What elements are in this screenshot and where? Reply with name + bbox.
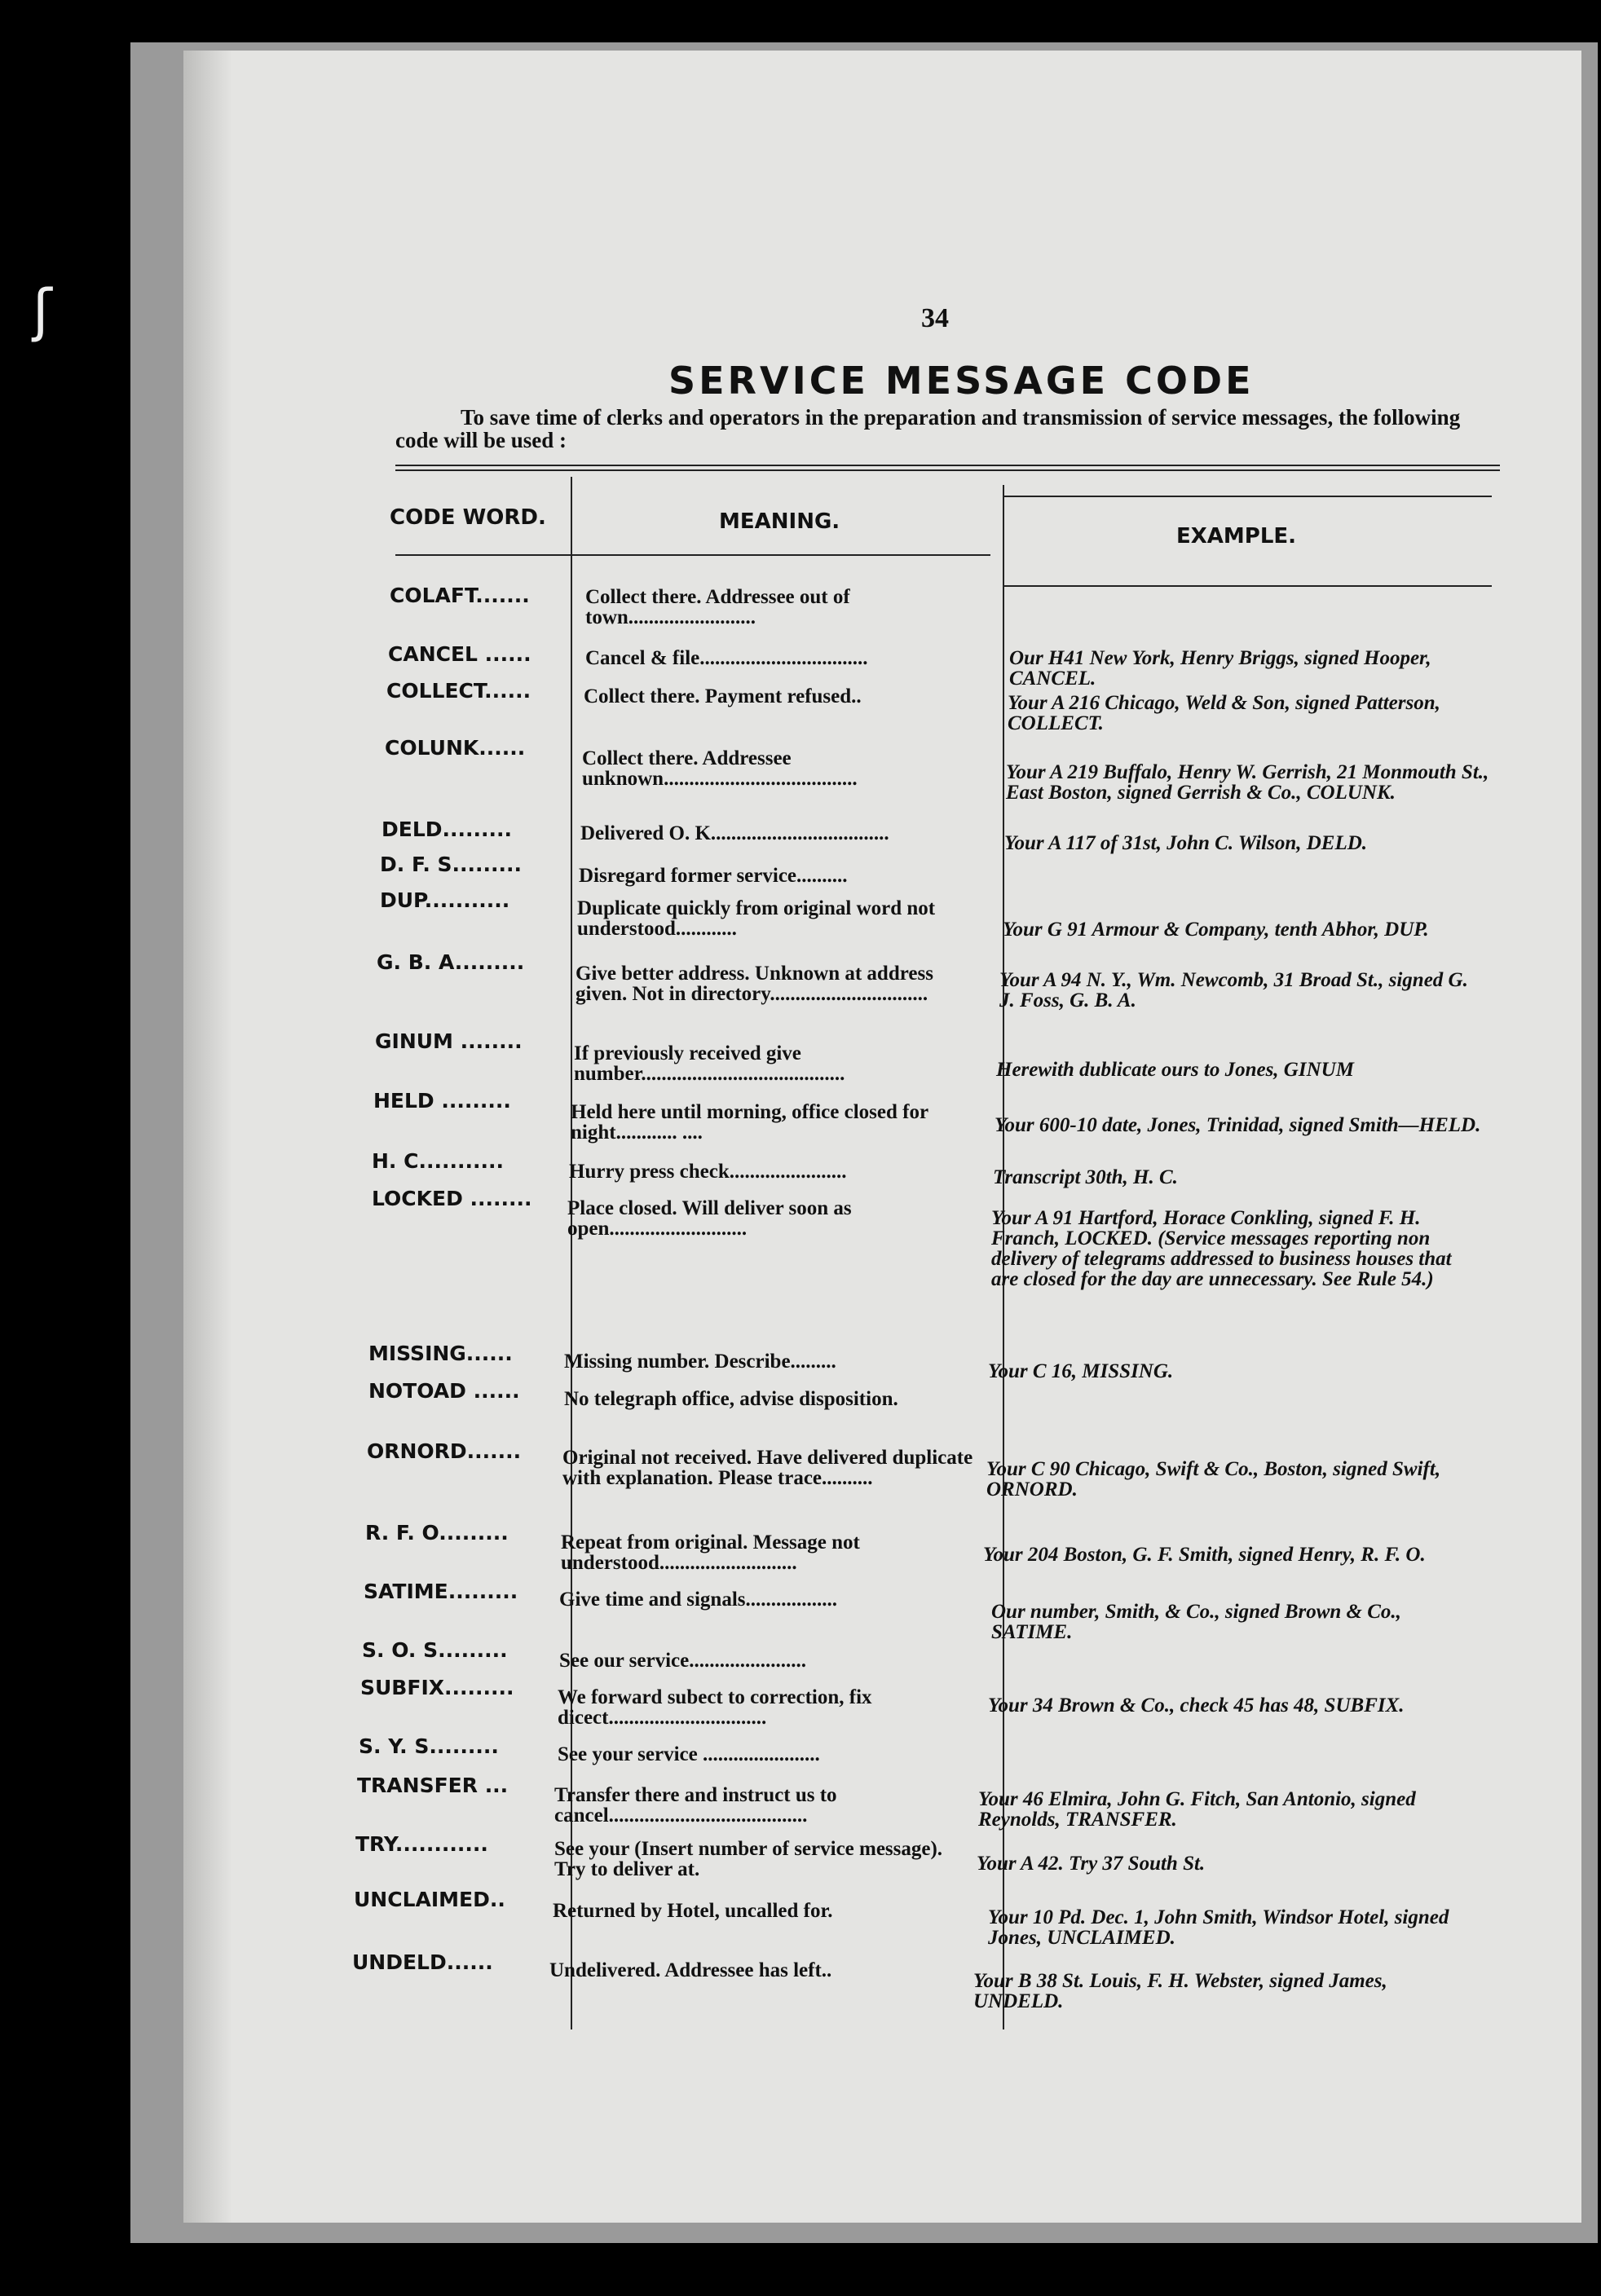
example-unclaimed: Your 10 Pd. Dec. 1, John Smith, Windsor Hotel, signed Jones, UNCLAIMED. <box>988 1906 1449 1949</box>
code-sos: S. O. S......... <box>362 1638 508 1662</box>
code-colunk: COLUNK...... <box>385 736 526 760</box>
example-gba: Your A 94 N. Y., Wm. Newcomb, 31 Broad St., signed G. J. Foss, G. B. A. <box>999 969 1468 1011</box>
example-ornord: Your C 90 Chicago, Swift & Co., Boston, signed Swift, ORNORD. <box>986 1458 1441 1501</box>
example-locked: Your A 91 Hartford, Horace Conkling, signed F. H. Franch, LOCKED. (Service messages reporting non delivery of telegrams addressed to business houses that are closed for the day are unnecessary. See Rule 54.) <box>991 1207 1452 1290</box>
example-rfo: Your 204 Boston, G. F. Smith, signed Henry, R. F. O. <box>983 1544 1426 1566</box>
meaning-satime: Give time and signals.................. <box>559 1589 837 1611</box>
code-gba: G. B. A......... <box>377 950 525 974</box>
example-subfix: Your 34 Brown & Co., check 45 has 48, SUBFIX. <box>988 1694 1405 1716</box>
example-missing: Your C 16, MISSING. <box>988 1360 1174 1382</box>
code-unclaimed: UNCLAIMED.. <box>354 1888 505 1911</box>
top-rule <box>395 465 1500 466</box>
example-transfer: Your 46 Elmira, John G. Fitch, San Antonio, signed Reynolds, TRANSFER. <box>978 1788 1416 1831</box>
code-ginum: GINUM ........ <box>375 1029 523 1053</box>
example-try: Your A 42. Try 37 South St. <box>977 1853 1206 1875</box>
page-gutter-shadow <box>183 51 232 2223</box>
meaning-ginum: If previously received give number........................................ <box>574 1042 845 1085</box>
code-ornord: ORNORD....... <box>367 1439 522 1463</box>
meaning-ornord: Original not received. Have delivered duplicate with explanation. Please trace.......... <box>562 1447 973 1489</box>
code-dfs: D. F. S......... <box>380 853 523 876</box>
example-cancel: Our H41 New York, Henry Briggs, signed Hooper, CANCEL. <box>1009 647 1431 690</box>
meaning-missing: Missing number. Describe......... <box>564 1351 836 1373</box>
example-satime: Our number, Smith, & Co., signed Brown & Co., SATIME. <box>991 1601 1401 1643</box>
example-colunk: Your A 219 Buffalo, Henry W. Gerrish, 21 Monmouth St., East Boston, signed Gerrish & Co., COLUNK. <box>1006 761 1489 804</box>
margin-stroke: ʃ <box>33 277 52 344</box>
meaning-held: Held here until morning, office closed for night............ .... <box>571 1101 928 1144</box>
meaning-colunk: Collect there. Addressee unknown...................................... <box>582 747 858 790</box>
example-held: Your 600-10 date, Jones, Trinidad, signed Smith—HELD. <box>995 1114 1481 1136</box>
code-hc: H. C........... <box>372 1149 504 1173</box>
example-collect: Your A 216 Chicago, Weld & Son, signed Patterson, COLLECT. <box>1008 692 1440 734</box>
code-rfo: R. F. O......... <box>365 1521 509 1545</box>
meaning-undeld: Undelivered. Addressee has left.. <box>549 1959 832 1981</box>
code-colaft: COLAFT....... <box>390 584 530 607</box>
code-sys: S. Y. S......... <box>359 1734 499 1758</box>
meaning-hc: Hurry press check....................... <box>569 1161 847 1183</box>
example-deld: Your A 117 of 31st, John C. Wilson, DELD. <box>1004 832 1368 854</box>
example-header-rule <box>1003 496 1492 497</box>
meaning-gba: Give better address. Unknown at address given. Not in directory............................... <box>576 963 933 1005</box>
code-locked: LOCKED ........ <box>372 1187 532 1210</box>
example-hc: Transcript 30th, H. C. <box>993 1166 1178 1188</box>
meaning-colaft: Collect there. Addressee out of town......................... <box>585 586 850 628</box>
meaning-sos: See our service....................... <box>559 1650 806 1672</box>
meaning-dfs: Disregard former service.......... <box>579 865 848 887</box>
meaning-subfix: We forward subect to correction, fix dicect............................... <box>558 1686 872 1729</box>
code-collect: COLLECT...... <box>386 679 531 703</box>
meaning-cancel: Cancel & file................................. <box>585 647 868 669</box>
code-try: TRY............ <box>355 1832 488 1856</box>
code-notoad: NOTOAD ...... <box>368 1379 520 1403</box>
header-meaning: MEANING. <box>719 509 840 534</box>
code-missing: MISSING...... <box>368 1342 513 1365</box>
meaning-deld: Delivered O. K................................... <box>580 822 889 844</box>
example-dup: Your G 91 Armour & Company, tenth Abhor, DUP. <box>1003 919 1429 941</box>
example-undeld: Your B 38 St. Louis, F. H. Webster, signed James, UNDELD. <box>973 1970 1387 2012</box>
code-transfer: TRANSFER ... <box>357 1774 509 1797</box>
header-example: EXAMPLE. <box>1176 524 1297 549</box>
meaning-locked: Place closed. Will deliver soon as open........................... <box>567 1197 852 1240</box>
header-underline-right <box>1003 585 1492 587</box>
meaning-dup: Duplicate quickly from original word not understood............ <box>577 897 936 940</box>
code-dup: DUP........... <box>380 888 510 912</box>
meaning-collect: Collect there. Payment refused.. <box>584 685 862 707</box>
meaning-transfer: Transfer there and instruct us to cancel....................................... <box>554 1784 837 1827</box>
example-ginum: Herewith dublicate ours to Jones, GINUM <box>996 1059 1354 1081</box>
header-code-word: CODE WORD. <box>390 505 546 530</box>
meaning-notoad: No telegraph office, advise disposition. <box>564 1388 898 1410</box>
top-rule-double <box>395 469 1500 471</box>
meaning-sys: See your service ....................... <box>558 1743 820 1765</box>
meaning-unclaimed: Returned by Hotel, uncalled for. <box>553 1900 833 1922</box>
code-satime: SATIME......... <box>364 1580 518 1603</box>
page-title: SERVICE MESSAGE CODE <box>668 359 1255 403</box>
code-cancel: CANCEL ...... <box>388 642 531 666</box>
code-subfix: SUBFIX......... <box>360 1676 514 1699</box>
code-deld: DELD......... <box>382 817 512 841</box>
meaning-try: See your (Insert number of service message). Try to deliver at. <box>554 1838 943 1880</box>
meaning-rfo: Repeat from original. Message not understood........................... <box>561 1531 860 1574</box>
header-underline-left <box>395 554 990 556</box>
intro-text: To save time of clerks and operators in the preparation and transmission of service messages, the following code will be used : <box>395 405 1461 452</box>
code-held: HELD ......... <box>373 1089 511 1113</box>
code-undeld: UNDELD...... <box>352 1950 493 1974</box>
page-number: 34 <box>921 303 949 333</box>
